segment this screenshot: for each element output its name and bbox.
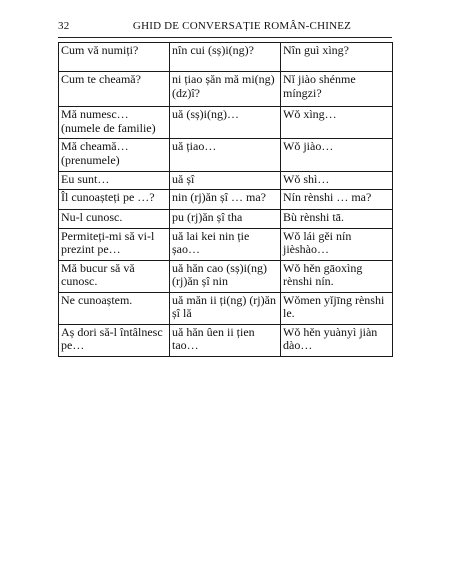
pinyin-phrase: Wǒ hěn gāoxìng rènshi nín. [281,260,393,292]
table-row [59,228,393,260]
table-row [59,107,393,139]
table-row [59,43,393,72]
pinyin-phrase: Bù rènshi tā. [281,209,393,228]
table-row [59,189,393,209]
pinyin-phrase: Wǒ lái gěi nín jièshào… [281,228,393,260]
phonetic-transcription: uă șî [170,172,281,190]
romanian-phrase: Mă bucur să vă cunosc. [59,260,170,292]
phonetic-transcription: ni țiao șăn mă mi(ng) (dz)î? [170,72,281,107]
romanian-phrase: Cum te cheamă? [59,72,170,107]
phonetic-transcription: uă hăn cao (sș)i(ng) (rj)ăn șî nin [170,260,281,292]
pinyin-phrase: Nín rènshi … ma? [281,189,393,209]
phonetic-transcription: uă țiao… [170,139,281,172]
table-row [59,292,393,324]
table-row [59,172,393,190]
phrase-table [58,42,393,357]
romanian-phrase: Ne cunoaștem. [59,292,170,324]
romanian-phrase: Îl cunoașteți pe …? [59,189,170,209]
pinyin-phrase: Wǒmen yǐjīng rènshi le. [281,292,393,324]
table-row [59,260,393,292]
phonetic-transcription: nin (rj)ăn șî … ma? [170,189,281,209]
table-row [59,139,393,172]
romanian-phrase: Permiteți-mi să vi-l prezint pe… [59,228,170,260]
table-row [59,209,393,228]
phonetic-transcription: nîn cui (sș)i(ng)? [170,43,281,72]
pinyin-phrase: Nîn guì xìng? [281,43,393,72]
phonetic-transcription: uă (sș)i(ng)… [170,107,281,139]
phonetic-transcription: uă hăn ûen ii țien tao… [170,324,281,356]
pinyin-phrase: Wǒ hěn yuànyì jiàn dào… [281,324,393,356]
page-header [58,20,392,36]
pinyin-phrase: Nĭ jiào shénme míngzi? [281,72,393,107]
pinyin-phrase: Wǒ jiào… [281,139,393,172]
header-rule [58,37,392,38]
page-number: 32 [58,20,70,32]
running-title: GHID DE CONVERSAȚIE ROMÂN-CHINEZ [132,20,352,32]
table-row [59,72,393,107]
romanian-phrase: Eu sunt… [59,172,170,190]
table-row [59,324,393,356]
pinyin-phrase: Wǒ shì… [281,172,393,190]
romanian-phrase: Aș dori să-l întâlnesc pe… [59,324,170,356]
phonetic-transcription: pu (rj)ăn șî tha [170,209,281,228]
romanian-phrase: Cum vă numiți? [59,43,170,72]
phonetic-transcription: uă lai kei nin ție șao… [170,228,281,260]
phonetic-transcription: uă măn ii ți(ng) (rj)ăn șî lă [170,292,281,324]
romanian-phrase: Mă numesc… (numele de familie) [59,107,170,139]
romanian-phrase: Mă cheamă… (prenumele) [59,139,170,172]
romanian-phrase: Nu-l cunosc. [59,209,170,228]
pinyin-phrase: Wǒ xìng… [281,107,393,139]
